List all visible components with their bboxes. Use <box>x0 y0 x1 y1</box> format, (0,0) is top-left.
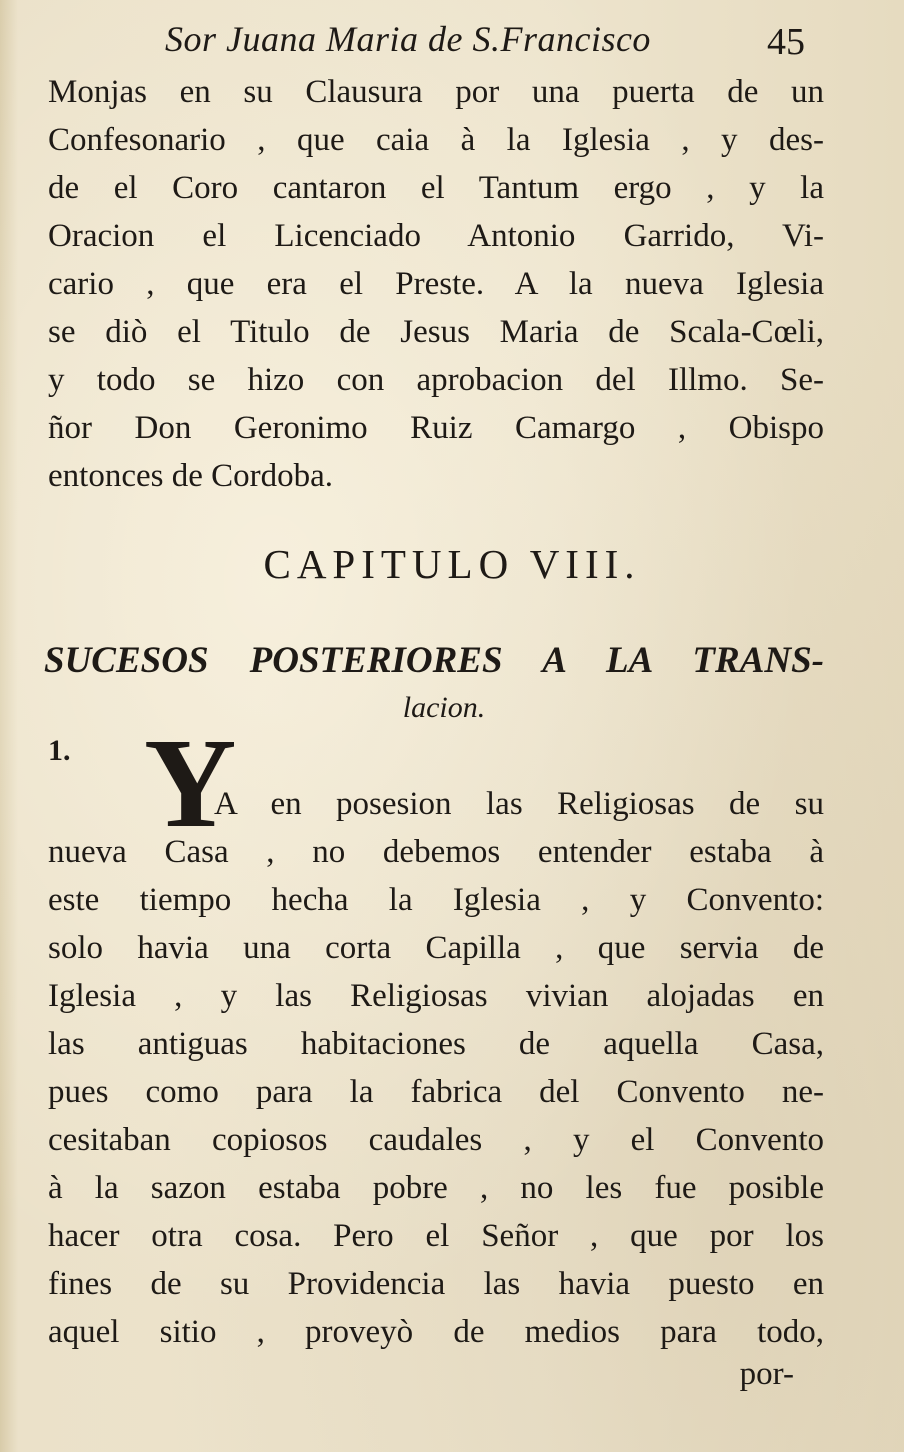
text-line: cario , que era el Preste. A la nueva Iglesia <box>48 266 824 302</box>
text-line: hacer otra cosa. Pero el Señor , que por los <box>48 1218 824 1254</box>
text-line: y todo se hizo con aprobacion del Illmo. Se- <box>48 362 824 398</box>
running-title: Sor Juana Maria de S.Francisco <box>165 19 651 59</box>
text-line: solo havia una corta Capilla , que servia de <box>48 930 824 966</box>
text-line: Iglesia , y las Religiosas vivian alojadas en <box>48 978 824 1014</box>
text-line: las antiguas habitaciones de aquella Casa, <box>48 1026 824 1062</box>
text-line: à la sazon estaba pobre , no les fue posible <box>48 1170 824 1206</box>
paragraph-section-1 <box>48 712 824 1356</box>
chapter-heading: CAPITULO VIII. <box>263 541 641 587</box>
text-line: ñor Don Geronimo Ruiz Camargo , Obispo <box>48 410 824 446</box>
text-line: aquel sitio , proveyò de medios para todo, <box>48 1314 824 1350</box>
text-line: Confesonario , que caia à la Iglesia , y des- <box>48 122 824 158</box>
section-number: 1. <box>48 734 71 767</box>
chapter-subtitle-line1: SUCESOS POSTERIORES A LA TRANS- <box>44 640 824 681</box>
text-line: se diò el Titulo de Jesus Maria de Scala-Cœli, <box>48 314 824 350</box>
text-line: fines de su Providencia las havia puesto en <box>48 1266 824 1302</box>
chapter-subtitle-line2: lacion. <box>402 691 486 724</box>
text-line: pues como para la fabrica del Convento ne- <box>48 1074 824 1110</box>
catchword: por- <box>739 1356 794 1392</box>
text-line: cesitaban copiosos caudales , y el Convento <box>48 1122 824 1158</box>
text-line: Oracion el Licenciado Antonio Garrido, Vi- <box>48 218 824 254</box>
text-line: Monjas en su Clausura por una puerta de un <box>48 74 824 110</box>
drop-cap: Y <box>144 712 237 854</box>
text-line: A en posesion las Religiosas de su <box>214 786 824 822</box>
text-line: este tiempo hecha la Iglesia , y Convento: <box>48 882 824 918</box>
paragraph-continued <box>48 68 824 500</box>
text-line: nueva Casa , no debemos entender estaba à <box>48 834 824 870</box>
text-line: de el Coro cantaron el Tantum ergo , y la <box>48 170 824 206</box>
text-line: entonces de Cordoba. <box>48 458 333 494</box>
page-header <box>165 18 805 68</box>
page-number: 45 <box>767 21 805 63</box>
